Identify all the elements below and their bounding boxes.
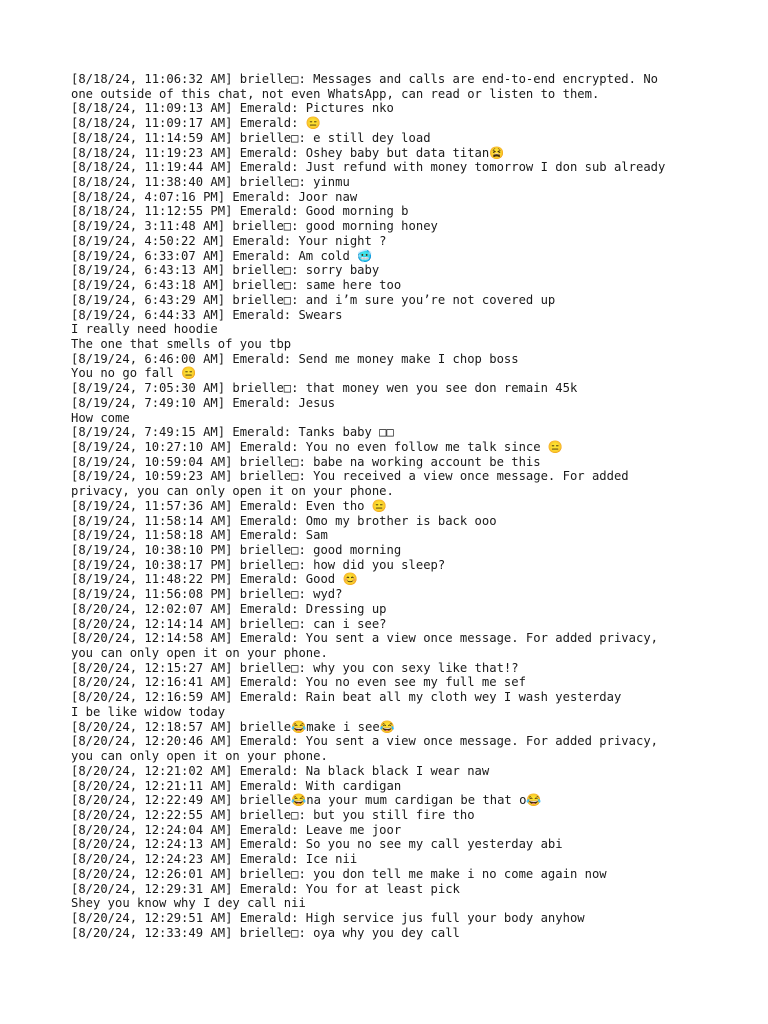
chat-line: [8/20/24, 12:24:13 AM] Emerald: So you no see my call yesterday abi (71, 837, 563, 852)
chat-line: How come (71, 410, 130, 425)
chat-line: [8/20/24, 12:22:55 AM] brielle□: but you still fire tho (71, 807, 475, 822)
chat-export-document (71, 72, 711, 940)
chat-line: [8/20/24, 12:24:23 AM] Emerald: Ice nii (71, 852, 358, 867)
chat-line: [8/19/24, 11:58:14 AM] Emerald: Omo my brother is back ooo (71, 513, 497, 528)
chat-line: [8/20/24, 12:21:02 AM] Emerald: Na black black I wear naw (71, 763, 490, 778)
chat-line: [8/20/24, 12:14:14 AM] brielle□: can i see? (71, 616, 387, 631)
chat-line: privacy, you can only open it on your phone. (71, 484, 394, 499)
chat-line: I be like widow today (71, 704, 226, 719)
chat-line: [8/19/24, 6:44:33 AM] Emerald: Swears (71, 307, 343, 322)
chat-line: you can only open it on your phone. (71, 646, 328, 661)
chat-line: [8/19/24, 6:43:18 AM] brielle□: same here too (71, 278, 402, 293)
chat-line: [8/19/24, 11:48:22 PM] Emerald: Good 😊 (71, 572, 358, 587)
chat-line: [8/20/24, 12:02:07 AM] Emerald: Dressing up (71, 601, 387, 616)
chat-line: [8/20/24, 12:16:59 AM] Emerald: Rain beat all my cloth wey I wash yesterday (71, 690, 622, 705)
chat-line: [8/20/24, 12:29:31 AM] Emerald: You for at least pick (71, 881, 460, 896)
chat-line: [8/20/24, 12:22:49 AM] brielle😂na your mum cardigan be that o😂 (71, 793, 542, 808)
chat-line: [8/19/24, 10:38:10 PM] brielle□: good morning (71, 543, 402, 557)
chat-line: [8/18/24, 11:06:32 AM] brielle□: Messages and calls are end-to-end encrypted. No (71, 72, 658, 86)
chat-line: [8/20/24, 12:18:57 AM] brielle😂make i see😂 (71, 719, 395, 734)
chat-line: [8/18/24, 11:19:44 AM] Emerald: Just refund with money tomorrow I don sub already (71, 160, 666, 175)
chat-line: [8/19/24, 4:50:22 AM] Emerald: Your night ? (71, 233, 387, 248)
chat-line: [8/18/24, 11:19:23 AM] Emerald: Oshey baby but data titan😫 (71, 145, 505, 160)
chat-line: I really need hoodie (71, 322, 218, 337)
chat-line: [8/19/24, 6:46:00 AM] Emerald: Send me money make I chop boss (71, 351, 519, 366)
chat-line: [8/19/24, 3:11:48 AM] brielle□: good morning honey (71, 219, 438, 234)
chat-line: [8/20/24, 12:29:51 AM] Emerald: High service jus full your body anyhow (71, 910, 585, 925)
chat-line: [8/18/24, 11:09:17 AM] Emerald: 😑 (71, 116, 321, 131)
chat-line: [8/19/24, 6:43:13 AM] brielle□: sorry baby (71, 263, 380, 278)
chat-line: [8/19/24, 6:33:07 AM] Emerald: Am cold 🥶 (71, 248, 373, 263)
chat-line: one outside of this chat, not even WhatsApp, can read or listen to them. (71, 86, 600, 101)
chat-line: [8/20/24, 12:21:11 AM] Emerald: With cardigan (71, 778, 402, 793)
chat-line: [8/20/24, 12:16:41 AM] Emerald: You no even see my full me sef (71, 675, 526, 690)
chat-line: [8/19/24, 11:57:36 AM] Emerald: Even tho 😑 (71, 498, 388, 513)
chat-line: [8/19/24, 10:38:17 PM] brielle□: how did you sleep? (71, 557, 446, 572)
chat-line: [8/19/24, 7:49:10 AM] Emerald: Jesus (71, 395, 336, 410)
chat-line: [8/19/24, 7:05:30 AM] brielle□: that money wen you see don remain 45k (71, 381, 578, 396)
chat-line: You no go fall 😑 (71, 366, 197, 381)
chat-line: you can only open it on your phone. (71, 749, 328, 764)
chat-line: [8/18/24, 11:38:40 AM] brielle□: yinmu (71, 175, 350, 190)
chat-line: [8/19/24, 6:43:29 AM] brielle□: and i’m sure you’re not covered up (71, 292, 556, 307)
chat-line: [8/20/24, 12:33:49 AM] brielle□: oya why you dey call (71, 925, 460, 940)
chat-line: [8/19/24, 10:59:23 AM] brielle□: You received a view once message. For added (71, 469, 629, 484)
chat-line: [8/18/24, 11:12:55 PM] Emerald: Good morning b (71, 204, 409, 219)
chat-line: [8/19/24, 10:59:04 AM] brielle□: babe na working account be this (71, 454, 541, 469)
chat-line: [8/18/24, 4:07:16 PM] Emerald: Joor naw (71, 189, 358, 204)
chat-line: [8/19/24, 11:58:18 AM] Emerald: Sam (71, 528, 328, 543)
chat-line: [8/19/24, 11:56:08 PM] brielle□: wyd? (71, 587, 343, 602)
chat-line: [8/20/24, 12:26:01 AM] brielle□: you don tell me make i no come again now (71, 866, 607, 881)
chat-line: [8/20/24, 12:20:46 AM] Emerald: You sent a view once message. For added privacy, (71, 734, 658, 749)
chat-line: [8/19/24, 10:27:10 AM] Emerald: You no even follow me talk since 😑 (71, 439, 564, 454)
chat-line: The one that smells of you tbp (71, 336, 292, 351)
chat-line: [8/20/24, 12:14:58 AM] Emerald: You sent a view once message. For added privacy, (71, 631, 658, 646)
chat-line: [8/18/24, 11:14:59 AM] brielle□: e still dey load (71, 130, 431, 145)
chat-line: Shey you know why I dey call nii (71, 896, 306, 911)
chat-line: [8/18/24, 11:09:13 AM] Emerald: Pictures nko (71, 101, 394, 116)
chat-line: [8/20/24, 12:15:27 AM] brielle□: why you con sexy like that!? (71, 660, 519, 675)
chat-line: [8/19/24, 7:49:15 AM] Emerald: Tanks baby □□ (71, 425, 394, 440)
chat-line: [8/20/24, 12:24:04 AM] Emerald: Leave me joor (71, 822, 402, 837)
